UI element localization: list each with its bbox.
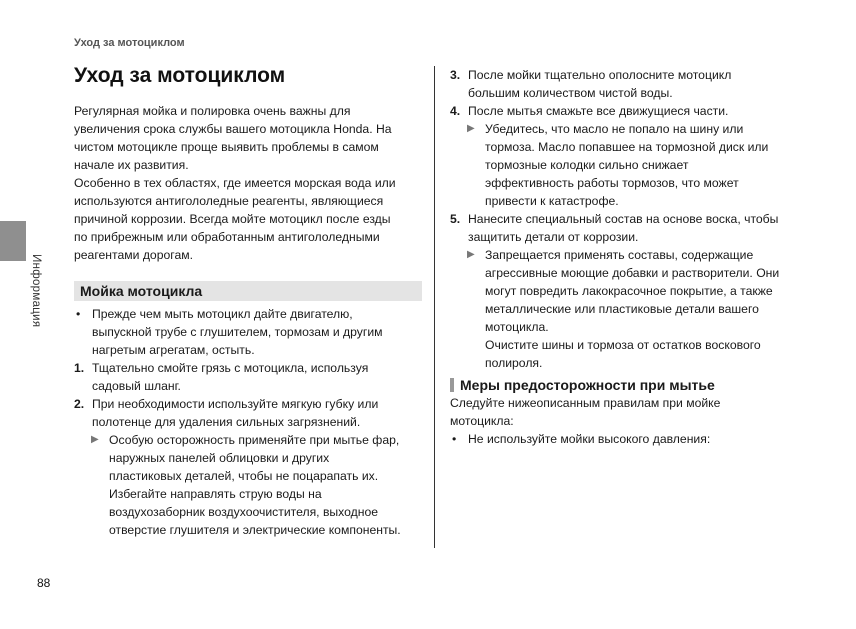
arrow-right-icon: ▶ xyxy=(91,434,99,445)
section-heading-washing: Мойка мотоцикла xyxy=(74,281,422,301)
side-section-label: Информация xyxy=(30,254,42,328)
precautions-intro: Следуйте нижеописанным правилам при мойке мотоцикла: xyxy=(450,396,721,428)
step-5-note-extra: Очистите шины и тормоза от остатков воскового полироля. xyxy=(485,338,761,370)
intro-paragraph: Регулярная мойка и полировка очень важны для увеличения срока службы вашего мотоцикла Honda. На чистом мотоцикле проще выявить проблемы в самом начале их развития. Особенно в тех областях, где имеется морская вода или используются антигололедные реагенты, являющиеся причиной коррозии. Всегда мойте мотоцикл после езды по прибрежным или обработанным антигололедными реагентами дорогам. xyxy=(74,104,396,262)
bullet-dot-icon: • xyxy=(452,432,457,446)
step-3: 3. После мойки тщательно ополосните мотоцикл большим количеством чистой воды. xyxy=(450,68,732,100)
arrow-right-icon: ▶ xyxy=(467,123,475,134)
step-number: 1. xyxy=(74,361,85,375)
step-number: 4. xyxy=(450,104,461,118)
page-number: 88 xyxy=(37,576,51,590)
step-5-note: ▶ Запрещается применять составы, содержащие агрессивные моющие добавки и растворители. Они могут повредить лакокрасочное покрытие, а также металлические или пластиковые детали вашего мотоцикла. xyxy=(467,248,780,334)
step-4-note: ▶ Убедитесь, что масло не попало на шину или тормоза. Масло попавшее на тормозной диск или тормозные колодки сильно снижает эффективность работы тормозов, что может привести к катастрофе. xyxy=(467,122,769,208)
step-4: 4. После мытья смажьте все движущиеся части. xyxy=(450,104,729,118)
step-1: 1. Тщательно смойте грязь с мотоцикла, используя садовый шланг. xyxy=(74,361,369,393)
subheading-precautions: Меры предосторожности при мытье xyxy=(450,376,802,394)
step-2-note: ▶ Особую осторожность применяйте при мытье фар, наружных панелей облицовки и других пластиковых деталей, чтобы не поцарапать их. Избегайте направлять струю воды на воздухозаборник воздухоочистителя, выходное отверстие глушителя и электрические компоненты. xyxy=(91,433,401,537)
section-tab-marker xyxy=(0,221,26,261)
step-number: 3. xyxy=(450,68,461,82)
bullet-item-cooldown: • Прежде чем мыть мотоцикл дайте двигателю, выпускной трубе с глушителем, тормозам и другим нагретым агрегатам, остыть. xyxy=(76,307,383,357)
left-column xyxy=(74,102,424,539)
right-column xyxy=(450,66,802,448)
bullet-item-pressure: • Не используйте мойки высокого давления: xyxy=(452,432,711,446)
page-title: Уход за мотоциклом xyxy=(74,64,286,87)
arrow-right-icon: ▶ xyxy=(467,249,475,260)
bullet-dot-icon: • xyxy=(76,307,81,321)
running-header: Уход за мотоциклом xyxy=(74,37,185,49)
column-divider xyxy=(434,66,435,548)
step-2: 2. При необходимости используйте мягкую губку или полотенце для удаления сильных загрязнений. xyxy=(74,397,379,429)
step-number: 5. xyxy=(450,212,461,226)
step-5: 5. Нанесите специальный состав на основе воска, чтобы защитить детали от коррозии. xyxy=(450,212,779,244)
step-number: 2. xyxy=(74,397,85,411)
subheading-bar-icon xyxy=(450,378,454,392)
